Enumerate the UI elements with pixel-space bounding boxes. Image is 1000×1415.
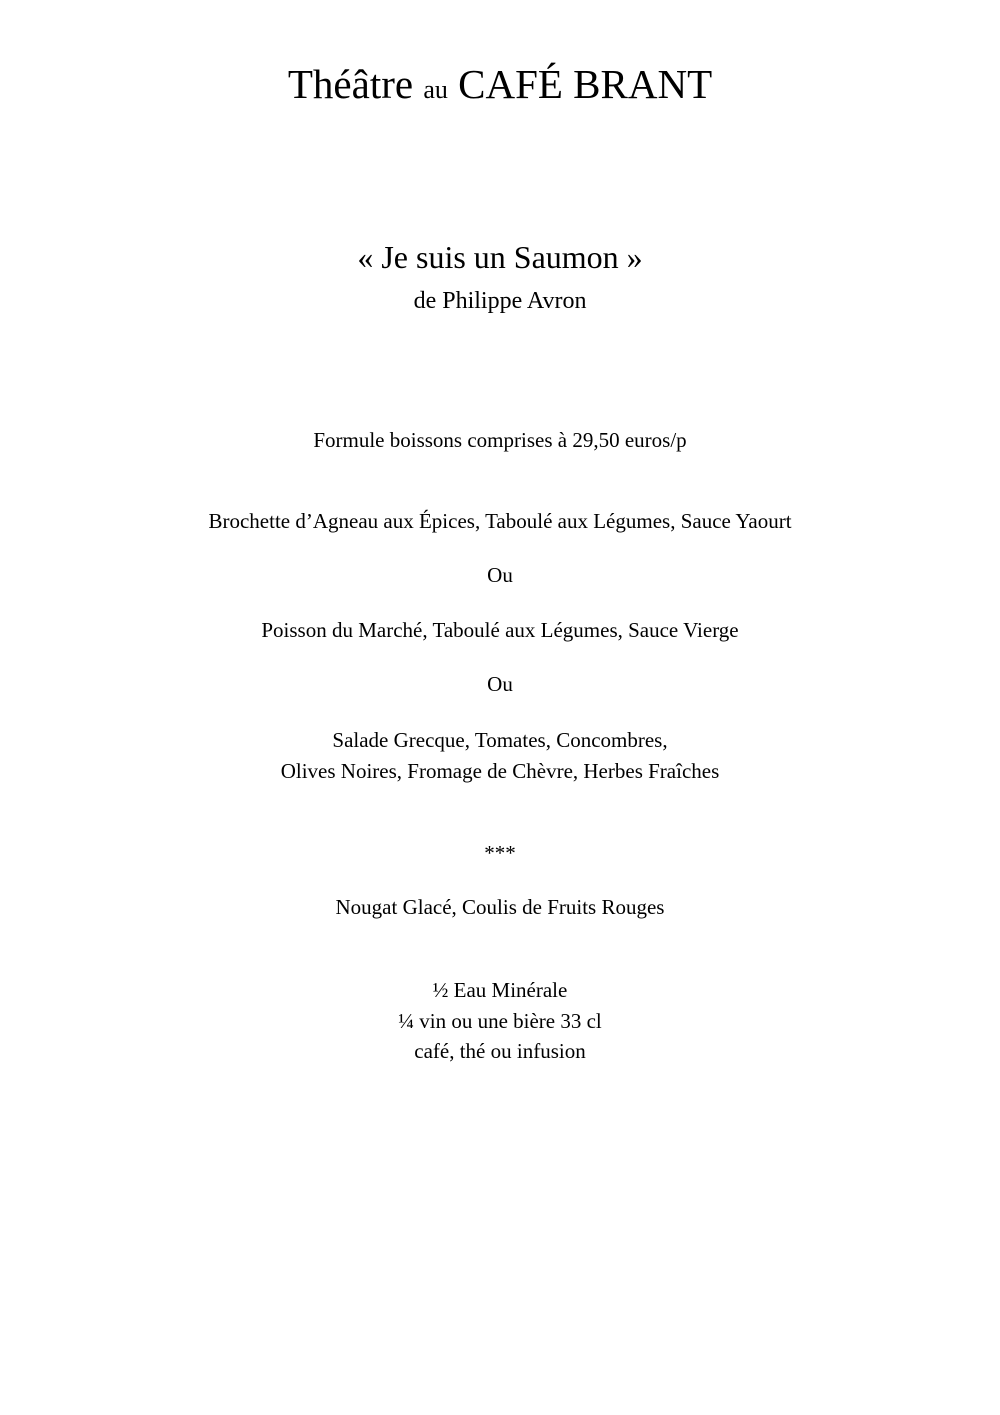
main-course-1: Brochette d’Agneau aux Épices, Taboulé aux Légumes, Sauce Yaourt [208,509,792,533]
page-title [0,58,1000,116]
title-cafe-brant: CAFÉ BRANT [458,61,713,107]
drink-item: ¼ vin ou une bière 33 cl [398,1009,602,1033]
show-title: « Je suis un Saumon » [357,239,643,275]
formula-line: Formule boissons comprises à 29,50 euros/p [313,428,687,452]
title-theatre: Théâtre [287,61,414,107]
title-au: au [423,75,448,104]
show-author: de Philippe Avron [413,288,587,314]
drink-item: café, thé ou infusion [414,1039,586,1063]
separator-ou-1: Ou [487,563,513,587]
course-divider: *** [484,841,516,865]
drink-item: ½ Eau Minérale [432,978,568,1002]
main-course-2: Poisson du Marché, Taboulé aux Légumes, Sauce Vierge [261,618,739,642]
main-course-3-line-2: Olives Noires, Fromage de Chèvre, Herbes Fraîches [280,759,720,783]
separator-ou-2: Ou [487,672,513,696]
dessert-line: Nougat Glacé, Coulis de Fruits Rouges [335,895,665,919]
main-course-3-line-1: Salade Grecque, Tomates, Concombres, [332,728,668,752]
